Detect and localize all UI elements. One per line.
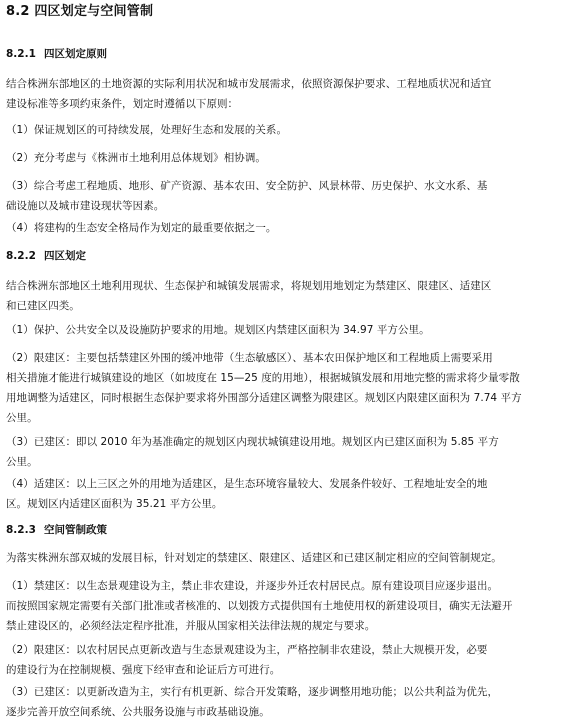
- paragraph: [6, 218, 572, 238]
- paragraph: [6, 74, 572, 114]
- text-line: （1）禁建区：以生态景观建设为主，禁止非农建设，并逐步外迁农村居民点。原有建设项目应逐步退出。: [6, 580, 499, 592]
- text-line: （1）保证规划区的可持续发展，处理好生态和发展的关系。: [6, 124, 288, 136]
- paragraph: [6, 474, 572, 514]
- text-line: （2）限建区：以农村居民点更新改造与生态景观建设为主，严格控制非农建设，禁止大规模开发，必要: [6, 644, 488, 656]
- text-line: 逐步完善开放空间系统、公共服务设施与市政基础设施。: [6, 706, 270, 718]
- text-line: 公里。: [6, 456, 38, 468]
- text-line: 相关措施才能进行城镇建设的地区（如坡度在 15—25 度的用地），根据城镇发展和用地完整的需求将少量零散: [6, 372, 520, 384]
- text-line: 的建设行为在控制规模、强度下经审查和论证后方可进行。: [6, 664, 281, 676]
- paragraph: [6, 640, 572, 680]
- paragraph: [6, 320, 572, 340]
- text-line: 用地调整为适建区，同时根据生态保护要求将外围部分适建区调整为限建区。规划区内限建区面积为 7.74 平方: [6, 392, 522, 404]
- paragraph: [6, 432, 572, 472]
- text-line: 而按照国家规定需要有关部门批准或者核准的、以划拨方式提供国有土地使用权的新建设项目，确实无法避开: [6, 600, 513, 612]
- text-line: （3）综合考虑工程地质、地形、矿产资源、基本农田、安全防护、风景林带、历史保护、水文水系、基: [6, 180, 488, 192]
- paragraph: [6, 120, 572, 140]
- subsection-number: 8.2.1: [6, 48, 36, 60]
- paragraph: [6, 348, 572, 428]
- text-line: 建设标准等多项约束条件，划定时遵循以下原则：: [6, 98, 239, 110]
- text-line: 结合株洲东部地区土地利用现状、生态保护和城镇发展需求，将规划用地划定为禁建区、限建区、适建区: [6, 280, 492, 292]
- text-line: （3）已建区：即以 2010 年为基准确定的规划区内现状城镇建设用地。规划区内已建区面积为 5.85 平方: [6, 436, 499, 448]
- subsection-number: 8.2.2: [6, 250, 36, 262]
- paragraph: [6, 276, 572, 316]
- paragraph: [6, 548, 572, 568]
- text-line: 公里。: [6, 412, 38, 424]
- text-line: 为落实株洲东部双城的发展目标，针对划定的禁建区、限建区、适建区和已建区制定相应的空间管制规定。: [6, 552, 502, 564]
- text-line: （4）将建构的生态安全格局作为划定的最重要依据之一。: [6, 222, 277, 234]
- subsection-heading-8-2-3: [6, 522, 107, 538]
- paragraph: [6, 148, 572, 168]
- paragraph: [6, 176, 572, 216]
- text-line: （2）充分考虑与《株洲市土地利用总体规划》相协调。: [6, 152, 266, 164]
- text-line: 区。规划区内适建区面积为 35.21 平方公里。: [6, 498, 223, 510]
- text-line: （4）适建区：以上三区之外的用地为适建区，是生态环境容量较大、发展条件较好、工程地址安全的地: [6, 478, 488, 490]
- text-line: （2）限建区：主要包括禁建区外围的缓冲地带（生态敏感区）、基本农田保护地区和工程地质上需要采用: [6, 352, 493, 364]
- subsection-title: 四区划定: [44, 250, 86, 262]
- subsection-heading-8-2-2: [6, 248, 86, 264]
- text-line: （1）保护、公共安全以及设施防护要求的用地。规划区内禁建区面积为 34.97 平方公里。: [6, 324, 430, 336]
- section-title: 8.2 四区划定与空间管制: [6, 4, 154, 19]
- subsection-title: 四区划定原则: [44, 48, 107, 60]
- subsection-title: 空间管制政策: [44, 524, 107, 536]
- text-line: （3）已建区：以更新改造为主，实行有机更新、综合开发策略，逐步调整用地功能；以公共利益为优先，: [6, 686, 499, 698]
- text-line: 和已建区四类。: [6, 300, 80, 312]
- paragraph: [6, 576, 572, 636]
- text-line: 结合株洲东部地区的土地资源的实际利用状况和城市发展需求，依照资源保护要求、工程地质状况和适宜: [6, 78, 492, 90]
- text-line: 础设施以及城市建设现状等因素。: [6, 200, 165, 212]
- subsection-heading-8-2-1: [6, 46, 107, 62]
- subsection-number: 8.2.3: [6, 524, 36, 536]
- paragraph: [6, 682, 572, 722]
- text-line: 禁止建设区的，必须经法定程序批准，并服从国家相关法律法规的规定与要求。: [6, 620, 376, 632]
